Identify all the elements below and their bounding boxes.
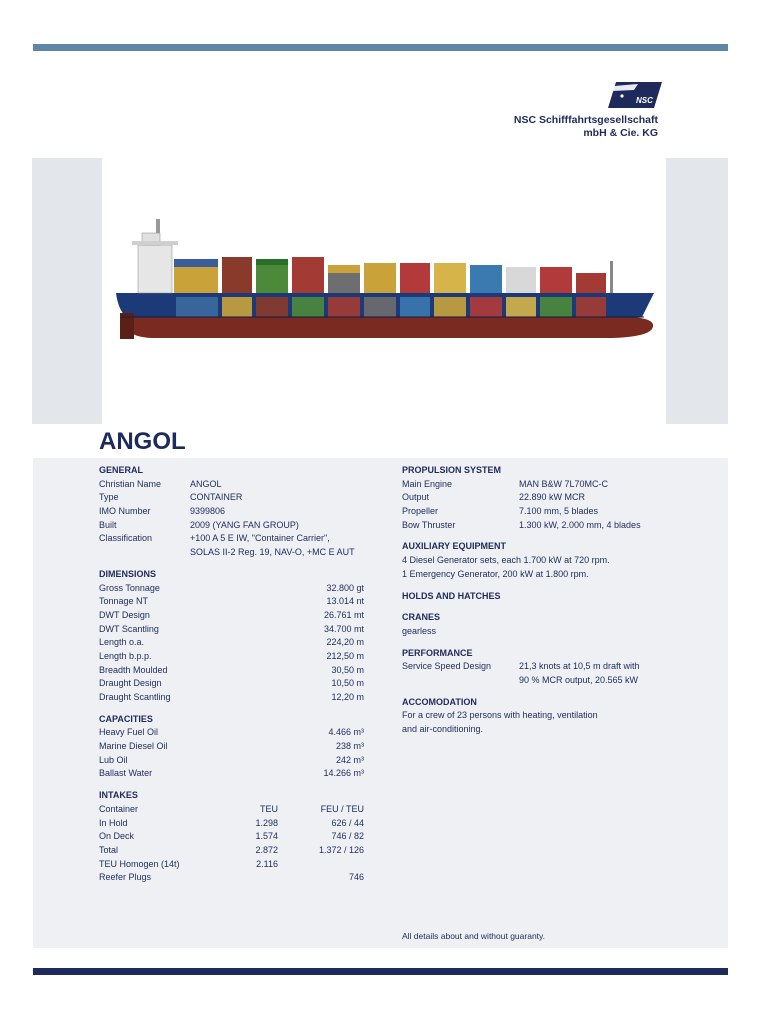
side-panel-left: [32, 158, 102, 424]
spec-value: [519, 660, 659, 687]
spec-label: Propeller: [402, 506, 439, 517]
intakes-header-teu: TEU: [260, 803, 278, 814]
disclaimer-text: All details about and without guaranty.: [402, 931, 546, 941]
spec-row: [99, 830, 364, 844]
spec-column-left: [99, 464, 364, 885]
spec-row: [99, 664, 364, 678]
spec-label: Bow Thruster: [402, 519, 456, 530]
spec-row: [99, 532, 364, 559]
intakes-list: [99, 817, 364, 885]
intake-teu-value: 2.872: [255, 844, 278, 855]
spec-value: 12,20 m: [331, 692, 364, 703]
spec-value: 22.890 kW MCR: [519, 492, 586, 503]
spec-label: Main Engine: [402, 478, 453, 489]
capacities-heading: CAPACITIES: [99, 713, 153, 724]
spec-value: 1.300 kW, 2.000 mm, 4 blades: [519, 519, 641, 530]
spec-row: [99, 844, 364, 858]
side-panel-right: [666, 158, 728, 424]
spec-row: [99, 650, 364, 664]
performance-heading: PERFORMANCE: [402, 647, 473, 658]
spec-value: 238 m³: [335, 741, 364, 752]
spec-label: In Hold: [99, 817, 128, 828]
spec-value: 7.100 mm, 5 blades: [519, 506, 599, 517]
spec-row: [99, 582, 364, 596]
spec-row: [99, 691, 364, 705]
cranes-value: gearless: [402, 625, 437, 636]
intakes-heading: INTAKES: [99, 790, 138, 801]
spec-label: Draught Scantling: [99, 692, 171, 703]
spec-value: 224,20 m: [326, 637, 364, 648]
spec-row: [99, 817, 364, 831]
spec-row: [99, 478, 364, 492]
intake-feu-value: 626 / 44: [331, 817, 364, 828]
spec-value: 32.800 gt: [326, 582, 364, 593]
spec-label: Marine Diesel Oil: [99, 741, 168, 752]
intakes-header-label: Container: [99, 803, 139, 814]
performance-line2: 90 % MCR output, 20.565 kW: [519, 675, 639, 685]
spec-value: 10,50 m: [331, 678, 364, 689]
intake-feu-value: 1.372 / 126: [318, 844, 364, 855]
classification-line1: +100 A 5 E IW, "Container Carrier",: [190, 533, 330, 544]
spec-label: Service Speed Design: [402, 661, 492, 672]
propulsion-list: [402, 478, 662, 533]
spec-row: [99, 858, 364, 872]
general-heading: GENERAL: [99, 465, 144, 475]
spec-row: [99, 491, 364, 505]
intake-teu-value: 1.574: [255, 831, 278, 842]
spec-label: Reefer Plugs: [99, 872, 152, 883]
spec-row: [99, 623, 364, 637]
spec-label: Length o.a.: [99, 637, 145, 648]
spec-label: DWT Scantling: [99, 623, 159, 634]
spec-value: 14.266 m³: [323, 768, 364, 779]
intakes-header-row: [99, 803, 364, 817]
spec-value: 212,50 m: [326, 650, 364, 661]
spec-row: [402, 505, 662, 519]
spec-value: [190, 532, 370, 559]
auxiliary-heading: AUXILIARY EQUIPMENT: [402, 541, 507, 552]
performance-line1: 21,3 knots at 10,5 m draft with: [519, 661, 640, 672]
spec-value: 2009 (YANG FAN GROUP): [190, 519, 299, 530]
spec-row: [99, 609, 364, 623]
spec-label: Heavy Fuel Oil: [99, 727, 159, 738]
spec-row: [99, 726, 364, 740]
spec-label: On Deck: [99, 831, 135, 842]
company-name-line2: mbH & Cie. KG: [583, 127, 658, 139]
spec-value: 30,50 m: [331, 664, 364, 675]
spec-label: Classification: [99, 533, 153, 544]
spec-row: [99, 754, 364, 768]
intake-teu-value: 2.116: [256, 858, 278, 869]
spec-row: [99, 505, 364, 519]
auxiliary-line1: 4 Diesel Generator sets, each 1.700 kW at 720 rpm.: [402, 555, 610, 566]
spec-label: Total: [99, 844, 119, 855]
spec-label: Type: [99, 492, 119, 503]
company-logo: [500, 82, 660, 142]
classification-line2: SOLAS II-2 Reg. 19, NAV-O, +MC E AUT: [190, 547, 355, 558]
spec-value: 34.700 mt: [323, 623, 364, 634]
spec-value: 26.761 mt: [323, 609, 364, 620]
intake-feu-value: 746 / 82: [331, 831, 364, 842]
spec-row: [99, 595, 364, 609]
spec-label: Gross Tonnage: [99, 582, 160, 593]
spec-label: Tonnage NT: [99, 596, 149, 607]
dimensions-heading: DIMENSIONS: [99, 568, 157, 579]
spec-label: Built: [99, 519, 117, 530]
holds-heading: HOLDS AND HATCHES: [402, 590, 501, 601]
intake-feu-value: 746: [348, 872, 364, 883]
spec-row: [99, 519, 364, 533]
spec-value: 9399806: [190, 506, 226, 517]
spec-row: [99, 871, 364, 885]
spec-value: 242 m³: [335, 754, 364, 765]
company-name-line1: NSC Schifffahrtsgesellschaft: [513, 114, 658, 126]
spec-row: [402, 519, 662, 533]
spec-row: [402, 491, 662, 505]
spec-label: TEU Homogen (14t): [99, 858, 180, 869]
auxiliary-line2: 1 Emergency Generator, 200 kW at 1.800 rpm.: [402, 568, 589, 579]
spec-value: ANGOL: [190, 478, 222, 489]
spec-label: IMO Number: [99, 506, 151, 517]
spec-label: Breadth Moulded: [99, 664, 168, 675]
intakes-header-feu: FEU / TEU: [320, 803, 364, 814]
spec-row: [99, 740, 364, 754]
accommodation-heading: ACCOMODATION: [402, 696, 477, 707]
intake-teu-value: 1.298: [255, 817, 278, 828]
spec-label: Draught Design: [99, 678, 162, 689]
spec-value: MAN B&W 7L70MC-C: [519, 478, 609, 489]
spec-column-right: [402, 464, 662, 737]
spec-value: 13.014 nt: [326, 596, 364, 607]
ship-name-title: ANGOL: [99, 428, 186, 455]
spec-label: Length b.p.p.: [99, 650, 152, 661]
spec-row: [99, 636, 364, 650]
bottom-divider-bar: [33, 968, 728, 975]
spec-value: CONTAINER: [190, 492, 243, 503]
accommodation-line1: For a crew of 23 persons with heating, ventilation: [402, 710, 598, 721]
company-name: [514, 114, 658, 140]
spec-value: 4.466 m³: [328, 727, 364, 738]
capacities-list: [99, 726, 364, 781]
cranes-heading: CRANES: [402, 612, 441, 623]
logo-flag-text: NSC: [636, 96, 653, 105]
container-ship-illustration: [112, 205, 660, 355]
spec-label: DWT Design: [99, 609, 150, 620]
dimensions-list: [99, 582, 364, 705]
spec-row: [402, 660, 662, 687]
spec-label: Christian Name: [99, 478, 162, 489]
propulsion-heading: PROPULSION SYSTEM: [402, 465, 502, 475]
spec-label: Lub Oil: [99, 754, 128, 765]
nsc-flag-icon: [608, 82, 662, 108]
spec-row: [99, 677, 364, 691]
spec-label: Output: [402, 492, 430, 503]
spec-label: Ballast Water: [99, 768, 153, 779]
spec-row: [402, 478, 662, 492]
spec-row: [99, 767, 364, 781]
top-divider-bar: [33, 44, 728, 51]
accommodation-line2: and air-conditioning.: [402, 724, 484, 735]
